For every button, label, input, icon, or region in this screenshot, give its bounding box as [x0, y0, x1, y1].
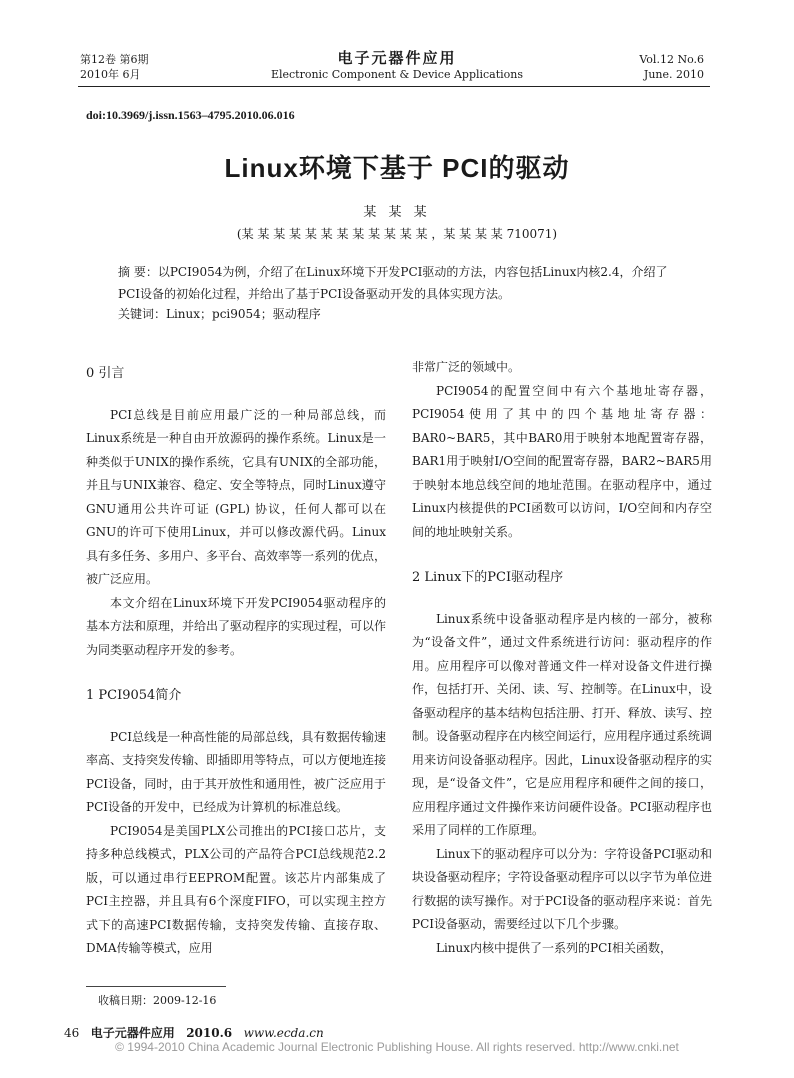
left-column: [86, 356, 386, 961]
copyright-watermark: © 1994-2010 China Academic Journal Electronic Publishing House. All rights reserved. http://www.cnki.net: [115, 1040, 679, 1054]
abstract: 摘 要：以PCI9054为例，介绍了在Linux环境下开发PCI驱动的方法，内容包括Linux内核2.4，介绍了PCI设备的初始化过程，并给出了基于PCI设备驱动开发的具体实现方法。: [118, 265, 668, 301]
keywords: 关键词：Linux；pci9054；驱动程序: [118, 307, 321, 321]
right-column: [412, 356, 712, 960]
footnote-rule: [86, 986, 226, 987]
section-heading-2: 2 Linux下的PCI驱动程序: [412, 570, 564, 585]
header-month-year: June. 2010: [643, 68, 704, 81]
footer-issue: 2010.6: [186, 1026, 233, 1040]
paragraph-continued: 非常广泛的领域中。: [412, 360, 521, 374]
paragraph: PCI9054是美国PLX公司推出的PCI接口芯片，支持多种总线模式，PLX公司的产品符合PCI总线规范2.2版，可以通过串行EEPROM配置。该芯片内部集成了PCI主控器，并且具有6个深度FIFO，可以实现主控方式下的高速PCI数据传输，支持突发传输、直接存取、DMA传输等模式，应用: [86, 823, 386, 955]
paragraph: Linux下的驱动程序可以分为：字符设备PCI驱动和块设备驱动程序；字符设备驱动程序可以以字节为单位进行数据的读写操作。对于PCI设备的驱动程序来说：首先PCI设备驱动，需要经过以下几个步骤。: [412, 846, 713, 931]
footer-website[interactable]: www.ecda.cn: [243, 1026, 324, 1040]
page-number: 46: [64, 1026, 80, 1040]
header-vol-no: Vol.12 No.6: [639, 53, 704, 66]
paragraph: 本文介绍在Linux环境下开发PCI9054驱动程序的基本方法和原理，并给出了驱动程序的实现过程，可以作为同类驱动程序开发的参考。: [86, 595, 387, 657]
section-heading-0: 0 引言: [86, 366, 125, 381]
header-volume-en: [639, 52, 704, 82]
paragraph: Linux系统中设备驱动程序是内核的一部分，被称为“设备文件”，通过文件系统进行访问：驱动程序的作用。应用程序可以像对普通文件一样对设备文件进行操作，包括打开、关闭、读、写、控制等。在Linux中，设备驱动程序的基本结构包括注册、打开、释放、读写、控制。设备驱动程序在内核空间运行，应用程序通过系统调用来访问设备驱动程序。因此，Linux设备驱动程序的实现，是“设备文件”，它是应用程序和硬件之间的接口，应用程序通过文件操作来访问硬件设备。PCI驱动程序也采用了同样的工作原理。: [412, 611, 713, 837]
paragraph: Linux内核中提供了一系列的PCI相关函数，: [436, 940, 673, 955]
section-heading-1: 1 PCI9054简介: [86, 688, 182, 703]
header-volume-cn: 第12卷 第6期: [80, 53, 149, 66]
page-footer: [64, 1024, 324, 1041]
affiliation: (某 某 某 某 某 某 某 某 某 某 某 某 ，某 某 某 某 710071): [236, 227, 558, 241]
header-journal-cn: 电子元器件应用: [337, 49, 457, 67]
paper-title: Linux环境下基于 PCI的驱动: [224, 153, 570, 183]
header-date-cn: 2010年 6月: [80, 68, 141, 81]
doi[interactable]: doi:10.3969/j.issn.1563–4795.2010.06.016: [86, 108, 295, 122]
paragraph: PCI总线是一种高性能的局部总线，具有数据传输速率高、支持突发传输、即插即用等特点，可以方便地连接PCI设备，同时，由于其开放性和通用性，被广泛应用于PCI设备的开发中，已经成为计算机的标准总线。: [86, 729, 387, 814]
footnote-received-date: 收稿日期：2009-12-16: [98, 994, 217, 1007]
paragraph: PCI总线是目前应用最广泛的一种局部总线，而Linux系统是一种自由开放源码的操作系统。Linux是一种类似于UNIX的操作系统，它具有UNIX的全部功能，并且与UNIX兼容、稳定、安全等特点，同时Linux遵守GNU通用公共许可证 (GPL) 协议，任何人都可以在GNU的许可下使用Linux，并可以修改源代码。Linux具有多任务、多用户、多平台、高效率等一系列的优点，被广泛应用。: [86, 407, 387, 586]
footer-journal-cn: 电子元器件应用: [90, 1026, 175, 1040]
paragraph: PCI9054的配置空间中有六个基地址寄存器，PCI9054使用了其中的四个基地址寄存器：BAR0~BAR5，其中BAR0用于映射本地配置寄存器，BAR1用于映射I/O空间的配置寄存器，BAR2~BAR5用于映射本地总线空间的地址范围。在驱动程序中，通过Linux内核提供的PCI函数可以访问，I/O空间和内存空间的地址映射关系。: [412, 383, 712, 539]
header-rule: [78, 86, 710, 87]
header-journal-en: Electronic Component & Device Applications: [270, 68, 524, 81]
author: 某 某 某: [363, 205, 431, 220]
